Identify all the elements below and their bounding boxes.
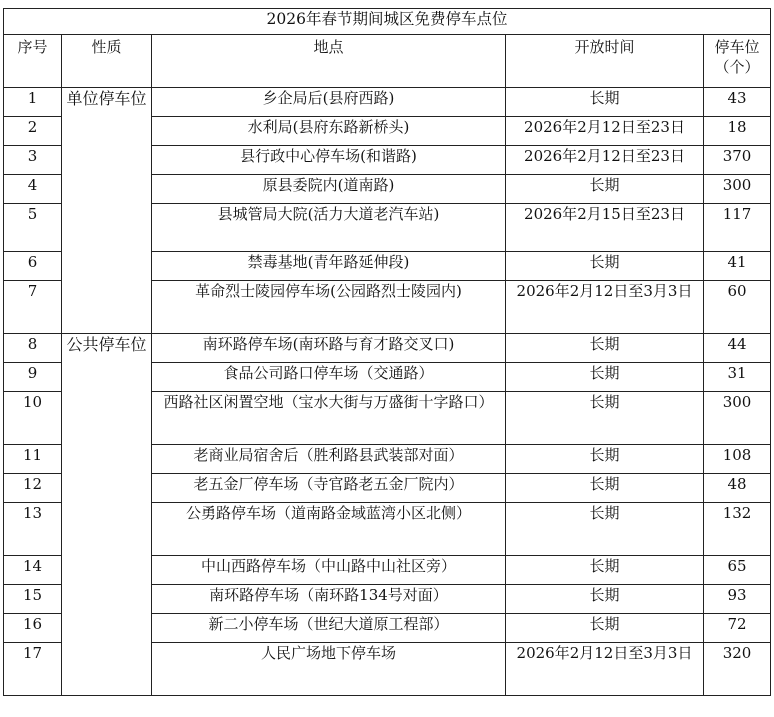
row-location: 食品公司路口停车场（交通路） — [152, 363, 506, 392]
row-location: 原县委院内(道南路) — [152, 175, 506, 204]
row-capacity: 117 — [704, 204, 771, 252]
row-open-time: 长期 — [506, 363, 704, 392]
row-seq: 11 — [4, 445, 62, 474]
row-open-time: 2026年2月12日至23日 — [506, 117, 704, 146]
row-open-time: 长期 — [506, 556, 704, 585]
row-seq: 9 — [4, 363, 62, 392]
row-location: 县城管局大院(活力大道老汽车站) — [152, 204, 506, 252]
row-seq: 7 — [4, 281, 62, 334]
category-public: 公共停车位 — [62, 334, 152, 696]
header-location: 地点 — [152, 35, 506, 88]
row-capacity: 43 — [704, 88, 771, 117]
row-open-time: 2026年2月12日至23日 — [506, 146, 704, 175]
row-seq: 13 — [4, 503, 62, 556]
parking-table — [3, 8, 771, 696]
row-capacity: 370 — [704, 146, 771, 175]
row-open-time: 2026年2月15日至23日 — [506, 204, 704, 252]
row-location: 人民广场地下停车场 — [152, 643, 506, 696]
header-capacity: 停车位（个） — [704, 35, 771, 88]
row-location: 水利局(县府东路新桥头) — [152, 117, 506, 146]
row-seq: 6 — [4, 252, 62, 281]
row-capacity: 300 — [704, 392, 771, 445]
row-location: 老五金厂停车场（寺官路老五金厂院内） — [152, 474, 506, 503]
row-open-time: 长期 — [506, 334, 704, 363]
header-category: 性质 — [62, 35, 152, 88]
table-title: 2026年春节期间城区免费停车点位 — [4, 9, 771, 35]
table-row — [4, 334, 771, 363]
row-seq: 17 — [4, 643, 62, 696]
row-capacity: 72 — [704, 614, 771, 643]
row-open-time: 长期 — [506, 503, 704, 556]
row-open-time: 长期 — [506, 614, 704, 643]
row-seq: 12 — [4, 474, 62, 503]
row-seq: 4 — [4, 175, 62, 204]
row-open-time: 长期 — [506, 175, 704, 204]
header-time: 开放时间 — [506, 35, 704, 88]
row-capacity: 300 — [704, 175, 771, 204]
row-location: 禁毒基地(青年路延伸段) — [152, 252, 506, 281]
row-location: 西路社区闲置空地（宝水大街与万盛街十字路口） — [152, 392, 506, 445]
row-capacity: 48 — [704, 474, 771, 503]
row-open-time: 长期 — [506, 585, 704, 614]
row-capacity: 65 — [704, 556, 771, 585]
row-capacity: 93 — [704, 585, 771, 614]
header-seq: 序号 — [4, 35, 62, 88]
row-seq: 15 — [4, 585, 62, 614]
row-open-time: 长期 — [506, 445, 704, 474]
row-capacity: 31 — [704, 363, 771, 392]
row-location: 南环路停车场(南环路与育才路交叉口) — [152, 334, 506, 363]
row-capacity: 132 — [704, 503, 771, 556]
row-capacity: 320 — [704, 643, 771, 696]
category-unit: 单位停车位 — [62, 88, 152, 334]
row-open-time: 长期 — [506, 252, 704, 281]
table-row — [4, 88, 771, 117]
row-seq: 8 — [4, 334, 62, 363]
row-location: 乡企局后(县府西路) — [152, 88, 506, 117]
row-capacity: 41 — [704, 252, 771, 281]
row-location: 南环路停车场（南环路134号对面） — [152, 585, 506, 614]
row-open-time: 2026年2月12日至3月3日 — [506, 643, 704, 696]
row-open-time: 长期 — [506, 88, 704, 117]
row-location: 老商业局宿舍后（胜利路县武装部对面） — [152, 445, 506, 474]
row-seq: 2 — [4, 117, 62, 146]
row-capacity: 44 — [704, 334, 771, 363]
row-location: 中山西路停车场（中山路中山社区旁） — [152, 556, 506, 585]
row-location: 县行政中心停车场(和谐路) — [152, 146, 506, 175]
row-location: 新二小停车场（世纪大道原工程部） — [152, 614, 506, 643]
row-seq: 14 — [4, 556, 62, 585]
row-open-time: 2026年2月12日至3月3日 — [506, 281, 704, 334]
row-location: 公勇路停车场（道南路金域蓝湾小区北侧） — [152, 503, 506, 556]
row-seq: 5 — [4, 204, 62, 252]
row-open-time: 长期 — [506, 392, 704, 445]
row-seq: 16 — [4, 614, 62, 643]
row-location: 革命烈士陵园停车场(公园路烈士陵园内) — [152, 281, 506, 334]
row-capacity: 18 — [704, 117, 771, 146]
row-seq: 10 — [4, 392, 62, 445]
row-seq: 3 — [4, 146, 62, 175]
row-open-time: 长期 — [506, 474, 704, 503]
row-capacity: 60 — [704, 281, 771, 334]
row-capacity: 108 — [704, 445, 771, 474]
row-seq: 1 — [4, 88, 62, 117]
